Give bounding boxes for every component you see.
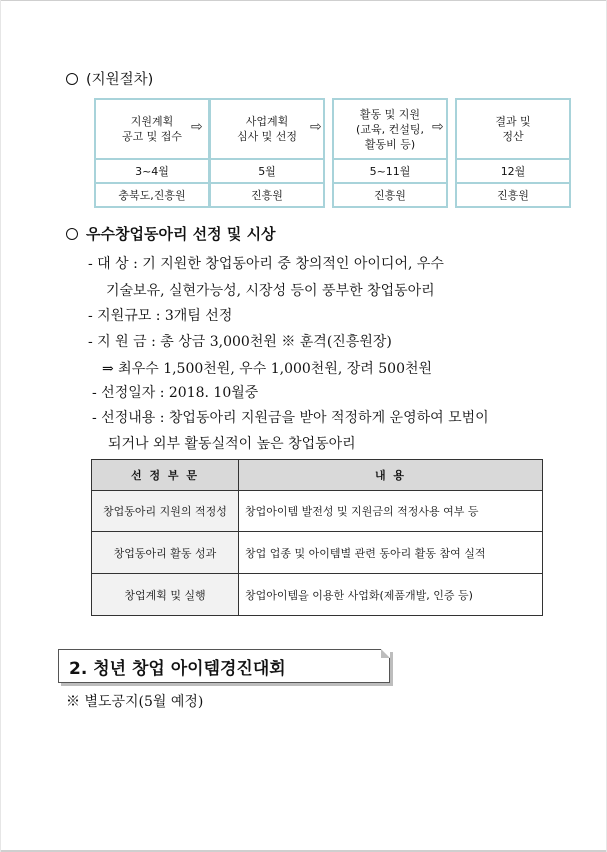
flow-step-title: 활동 및 지원 (교육, 컨설팅, 활동비 등) (332, 98, 448, 160)
flow-step-title: 지원계획 공고 및 접수 (94, 98, 210, 160)
prize-detail-line: ⇒ 최우수 1,500천원, 우수 1,000천원, 장려 500천원 (102, 361, 433, 377)
row-content: 창업아이템을 이용한 사업화(제품개발, 인증 등) (239, 574, 543, 616)
table-header-row (92, 460, 543, 491)
criteria-table (91, 459, 543, 616)
flow-step-org: 진흥원 (209, 184, 325, 208)
flow-step-title: 사업계획 심사 및 선정 (209, 98, 325, 160)
row-category: 창업동아리 지원의 적정성 (92, 491, 239, 532)
header-category: 선 정 부 문 (92, 460, 239, 491)
right-arrow-icon: ⇨ (310, 119, 322, 135)
date-line: - 선정일자 : 2018. 10월중 (92, 385, 259, 401)
flow-step-1 (94, 98, 210, 208)
page-border-left (0, 0, 1, 852)
section2-banner (58, 649, 390, 683)
row-category: 창업동아리 활동 성과 (92, 532, 239, 574)
right-arrow-icon: ⇨ (432, 119, 444, 135)
selection-heading-text: 우수창업동아리 선정 및 시상 (86, 225, 276, 243)
flow-step-org: 진흥원 (332, 184, 448, 208)
row-content: 창업 업종 및 아이템별 관련 동아리 활동 참여 실적 (239, 532, 543, 574)
circle-bullet-icon (66, 228, 78, 240)
flow-step-period: 5월 (209, 160, 325, 184)
flow-step-4 (455, 98, 571, 208)
right-arrow-icon: ⇨ (191, 119, 203, 135)
flow-step-3 (332, 98, 448, 208)
row-content: 창업아이템 발전성 및 지원금의 적정사용 여부 등 (239, 491, 543, 532)
row-category: 창업계획 및 실행 (92, 574, 239, 616)
flow-step-period: 5~11월 (332, 160, 448, 184)
table-row (92, 532, 543, 574)
target-line-2: 기술보유, 실현가능성, 시장성 등이 풍부한 창업동아리 (106, 283, 435, 299)
section2-title: 2. 청년 창업 아이템경진대회 (69, 659, 286, 679)
flow-step-period: 12월 (455, 160, 571, 184)
content-line-2: 되거나 외부 활동실적이 높은 창업동아리 (108, 436, 356, 452)
header-content: 내 용 (239, 460, 543, 491)
procedure-heading (66, 68, 153, 89)
procedure-heading-text: (지원절차) (86, 72, 154, 88)
flow-step-period: 3~4월 (94, 160, 210, 184)
flow-step-2 (209, 98, 325, 208)
flow-step-title: 결과 및 정산 (455, 98, 571, 160)
target-line-1: - 대 상 : 기 지원한 창업동아리 중 창의적인 아이디어, 우수 (88, 256, 444, 272)
flow-step-org: 충북도,진흥원 (94, 184, 210, 208)
section2-note: ※ 별도공지(5월 예정) (66, 694, 204, 710)
circle-bullet-icon (66, 73, 78, 85)
table-row (92, 574, 543, 616)
content-line-1: - 선정내용 : 창업동아리 지원금을 받아 적정하게 운영하여 모범이 (92, 410, 489, 426)
flow-step-org: 진흥원 (455, 184, 571, 208)
selection-heading (66, 223, 276, 244)
page-border-top (0, 0, 607, 1)
table-row (92, 491, 543, 532)
folded-corner-icon (381, 649, 390, 658)
scale-line: - 지원규모 : 3개팀 선정 (88, 308, 233, 324)
prize-line: - 지 원 금 : 총 상금 3,000천원 ※ 훈격(진흥원장) (88, 334, 392, 350)
